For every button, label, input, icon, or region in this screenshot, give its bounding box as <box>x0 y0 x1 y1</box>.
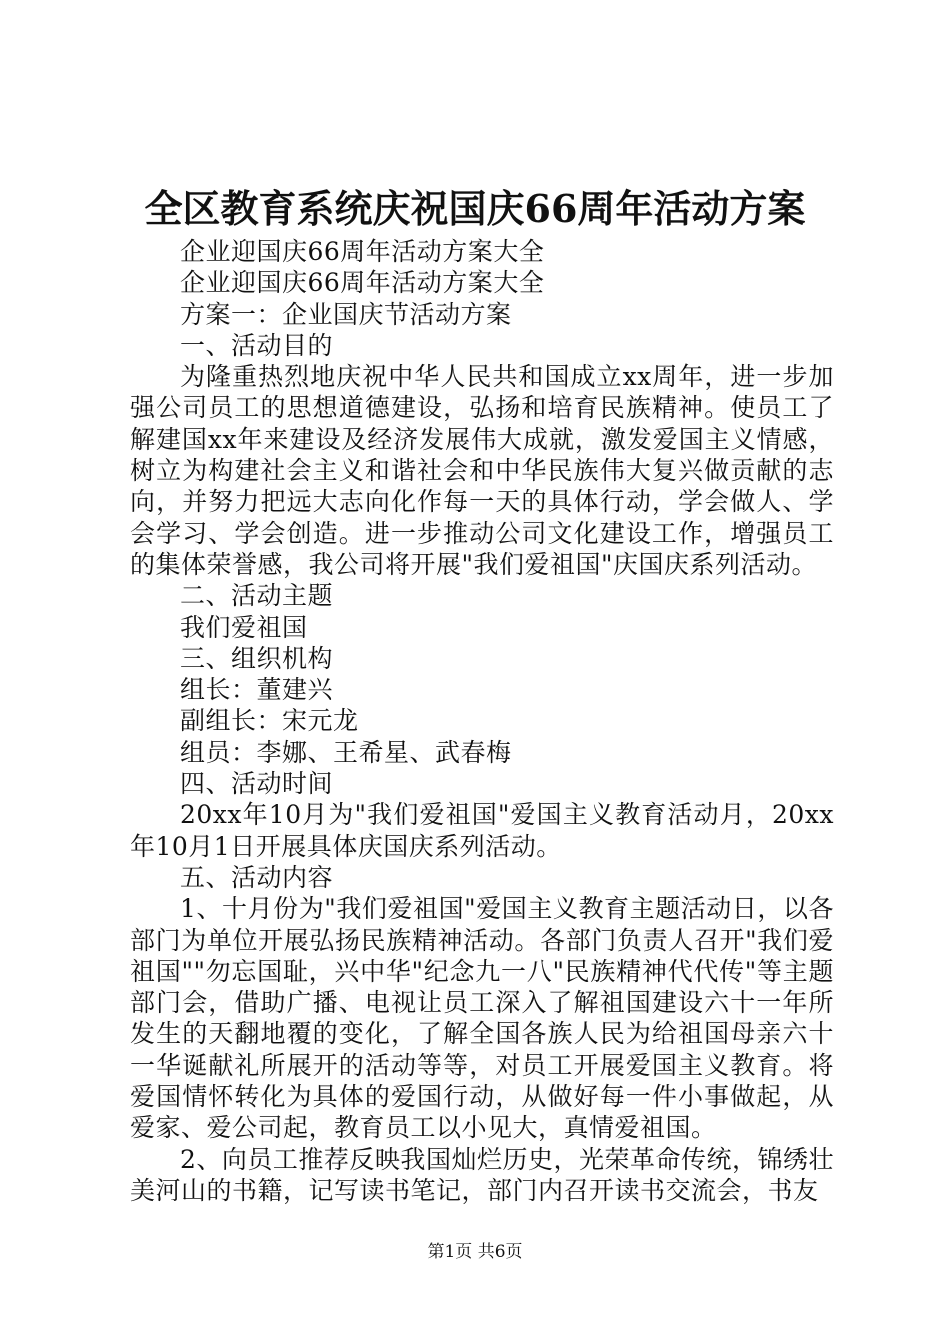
section-heading-organization: 三、组织机构 <box>180 643 334 673</box>
section-heading-theme: 二、活动主题 <box>180 581 334 611</box>
page-number-footer: 第1页 共6页 <box>427 1242 523 1262</box>
paragraph-theme: 我们爱祖国 <box>180 612 308 642</box>
paragraph-members: 组员：李娜、王希星、武春梅 <box>180 737 512 767</box>
section-heading-purpose: 一、活动目的 <box>180 330 334 360</box>
paragraph-plan-one-heading: 方案一：企业国庆节活动方案 <box>180 299 512 329</box>
paragraph-purpose: 为隆重热烈地庆祝中华人民共和国成立xx周年，进一步加强公司员工的思想道德建设，弘扬和培育民族精神。使员工了解建国xx年来建设及经济发展伟大成就，激发爱国主义情感，树立为构建社会主义和谐社会和中华民族伟大复兴做贡献的志向，并努力把远大志向化作每一天的具体行动，学会做人、学会学习、学会创造。进一步推动公司文化建设工作，增强员工的集体荣誉感，我公司将开展"我们爱祖国"庆国庆系列活动。 <box>130 362 834 579</box>
paragraph-leader: 组长：董建兴 <box>180 675 334 705</box>
section-heading-content: 五、活动内容 <box>180 862 334 892</box>
document-title: 全区教育系统庆祝国庆66周年活动方案 <box>144 186 806 231</box>
document-body <box>130 236 834 1206</box>
paragraph-content-item-2: 2、向员工推荐反映我国灿烂历史，光荣革命传统，锦绣壮美河山的书籍，记写读书笔记，部门内召开读书交流会，书友 <box>130 1144 834 1205</box>
section-heading-time: 四、活动时间 <box>180 769 334 799</box>
paragraph-time: 20xx年10月为"我们爱祖国"爱国主义教育活动月，20xx年10月1日开展具体庆国庆系列活动。 <box>130 800 834 861</box>
paragraph-subtitle-2: 企业迎国庆66周年活动方案大全 <box>180 268 545 298</box>
paragraph-deputy-leader: 副组长：宋元龙 <box>180 706 359 736</box>
paragraph-content-item-1: 1、十月份为"我们爱祖国"爱国主义教育主题活动日，以各部门为单位开展弘扬民族精神活动。各部门负责人召开"我们爱祖国""勿忘国耻，兴中华"纪念九一八"民族精神代代传"等主题部门会，借助广播、电视让员工深入了解祖国建设六十一年所发生的天翻地覆的变化，了解全国各族人民为给祖国母亲六十一华诞献礼所展开的活动等等，对员工开展爱国主义教育。将爱国情怀转化为具体的爱国行动，从做好每一件小事做起，从爱家、爱公司起，教育员工以小见大，真情爱祖国。 <box>130 894 834 1143</box>
paragraph-subtitle-1: 企业迎国庆66周年活动方案大全 <box>180 237 545 266</box>
